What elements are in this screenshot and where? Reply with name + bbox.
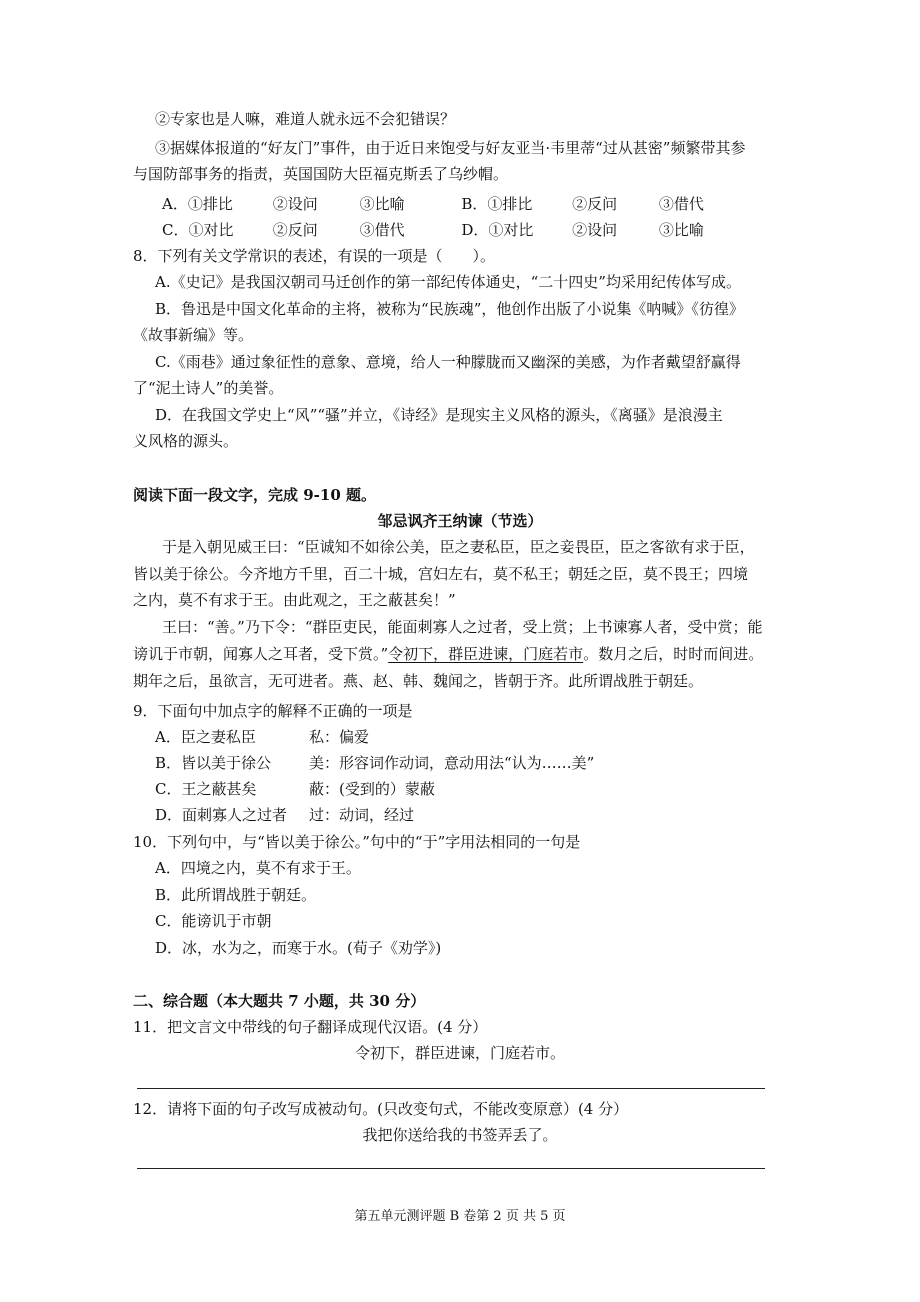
q10-option-d: D．冰，水为之，而寒于水。(荀子《劝学》) [155,939,442,957]
q9-option-b [155,752,594,774]
passage-p1-line2: 皆以美于徐公。今齐地方千里，百二十城，宫妇左右，莫不私王；朝廷之臣，莫不畏王；四境 [133,565,749,583]
q7-option-c3: ③借代 [359,221,405,239]
q9-option-c-gloss: 蔽：(受到的）蒙蔽 [309,780,435,798]
q9-stem: 9．下面句中加点字的解释不正确的一项是 [133,702,413,720]
q8-option-c-line1: C.《雨巷》通过象征性的意象、意境，给人一种朦胧而又幽深的美感，为作者戴望舒赢得 [155,353,741,371]
q8-option-c-line2: 了“泥土诗人”的美誉。 [133,379,284,397]
q7-sentence-3-line1: ③据媒体报道的“好友门”事件，由于近日来饱受与好友亚当·韦里蒂“过从甚密”频繁带其参 [155,139,746,157]
q9-option-c-phrase: C．王之蔽甚矣 [155,780,257,798]
q7-option-d1: D．①对比 [461,221,534,239]
q8-option-b-line1: B．鲁迅是中国文化革命的主将，被称为“民族魂”，他创作出版了小说集《呐喊》《彷徨》 [155,300,744,318]
q9-option-b-phrase: B．皆以美于徐公 [155,754,272,772]
underlined-sentence: 令初下，群臣进谏，门庭若市 [388,645,584,663]
q9-option-a-phrase: A．臣之妻私臣 [155,728,256,746]
q7-option-d2: ②设问 [572,221,618,239]
q7-option-c1: C．①对比 [162,221,234,239]
q12-answer-line[interactable] [137,1168,765,1169]
passage-p1-line3: 之内，莫不有求于王。由此观之，王之蔽甚矣！” [133,591,456,609]
q7-option-c2: ②反问 [272,221,318,239]
q7-option-a2: ②设问 [272,195,318,213]
q11-answer-line[interactable] [137,1088,765,1089]
q7-options-row2 [162,219,704,241]
q9-option-a-gloss: 私：偏爱 [309,728,370,746]
reading-intro: 阅读下面一段文字，完成 9-10 题。 [133,486,376,504]
q11-stem: 11．把文言文中带线的句子翻译成现代汉语。(4 分） [133,1018,488,1036]
page-footer: 第五单元测评题 B 卷第 2 页 共 5 页 [354,1209,566,1224]
q12-stem: 12．请将下面的句子改写成被动句。(只改变句式，不能改变原意）(4 分） [133,1100,629,1118]
q7-option-d3: ③比喻 [658,221,704,239]
q9-option-a [155,726,369,748]
q8-option-d-line1: D．在我国文学史上“风”“骚”并立，《诗经》是现实主义风格的源头，《离骚》是浪漫主 [155,406,723,424]
q7-option-a1: A．①排比 [162,195,233,213]
q7-option-a3: ③比喻 [359,195,405,213]
q8-option-d-line2: 义风格的源头。 [133,432,239,450]
q7-sentence-2: ②专家也是人嘛，难道人就永远不会犯错误？ [155,110,456,128]
q12-sentence: 我把你送给我的书签弄丢了。 [362,1126,558,1144]
passage-p2-line2-end: 。数月之后，时时而间进。 [583,645,764,663]
q10-stem: 10．下列句中，与“皆以美于徐公。”句中的“于”字用法相同的一句是 [133,833,581,851]
q9-option-b-gloss: 美：形容词作动词，意动用法“认为……美” [309,754,595,772]
q9-option-c [155,778,435,800]
q10-option-b: B．此所谓战胜于朝廷。 [155,886,317,904]
passage-p2-line2-start: 谤讥于市朝，闻寡人之耳者，受下赏。” [133,645,389,663]
q7-option-b1: B．①排比 [461,195,533,213]
passage-title: 邹忌讽齐王纳谏（节选） [377,512,543,530]
passage-p1-line1: 于是入朝见威王曰：“臣诚知不如徐公美，臣之妻私臣，臣之妾畏臣，臣之客欲有求于臣， [162,538,755,556]
passage-p2-line3: 期年之后，虽欲言，无可进者。燕、赵、韩、魏闻之，皆朝于齐。此所谓战胜于朝廷。 [133,672,704,690]
q11-sentence: 令初下，群臣进谏，门庭若市。 [354,1044,565,1062]
q7-option-b2: ②反问 [572,195,618,213]
q8-stem: 8．下列有关文学常识的表述，有误的一项是（ ）。 [133,247,496,265]
q10-option-c: C．能谤讥于市朝 [155,912,272,930]
passage-p2-line1: 王曰：“善。”乃下令：“群臣吏民，能面刺寡人之过者，受上赏；上书谏寡人者，受中赏；能 [162,618,763,636]
q9-option-d [155,804,414,826]
passage-p2-line2 [133,643,763,665]
q7-options-row1 [162,193,704,215]
q7-sentence-3-line2: 与国防部事务的指责，英国国防大臣福克斯丢了乌纱帽。 [133,165,509,183]
section-2-heading: 二、综合题（本大题共 7 小题，共 30 分） [133,992,426,1010]
q9-option-d-gloss: 过：动词，经过 [309,806,415,824]
q8-option-a: A.《史记》是我国汉朝司马迁创作的第一部纪传体通史，“二十四史”均采用纪传体写成。 [155,273,741,291]
q7-option-b3: ③借代 [658,195,704,213]
q10-option-a: A．四境之内，莫不有求于王。 [155,859,361,877]
q8-option-b-line2: 《故事新编》等。 [133,326,254,344]
q9-option-d-phrase: D．面刺寡人之过者 [155,806,288,824]
